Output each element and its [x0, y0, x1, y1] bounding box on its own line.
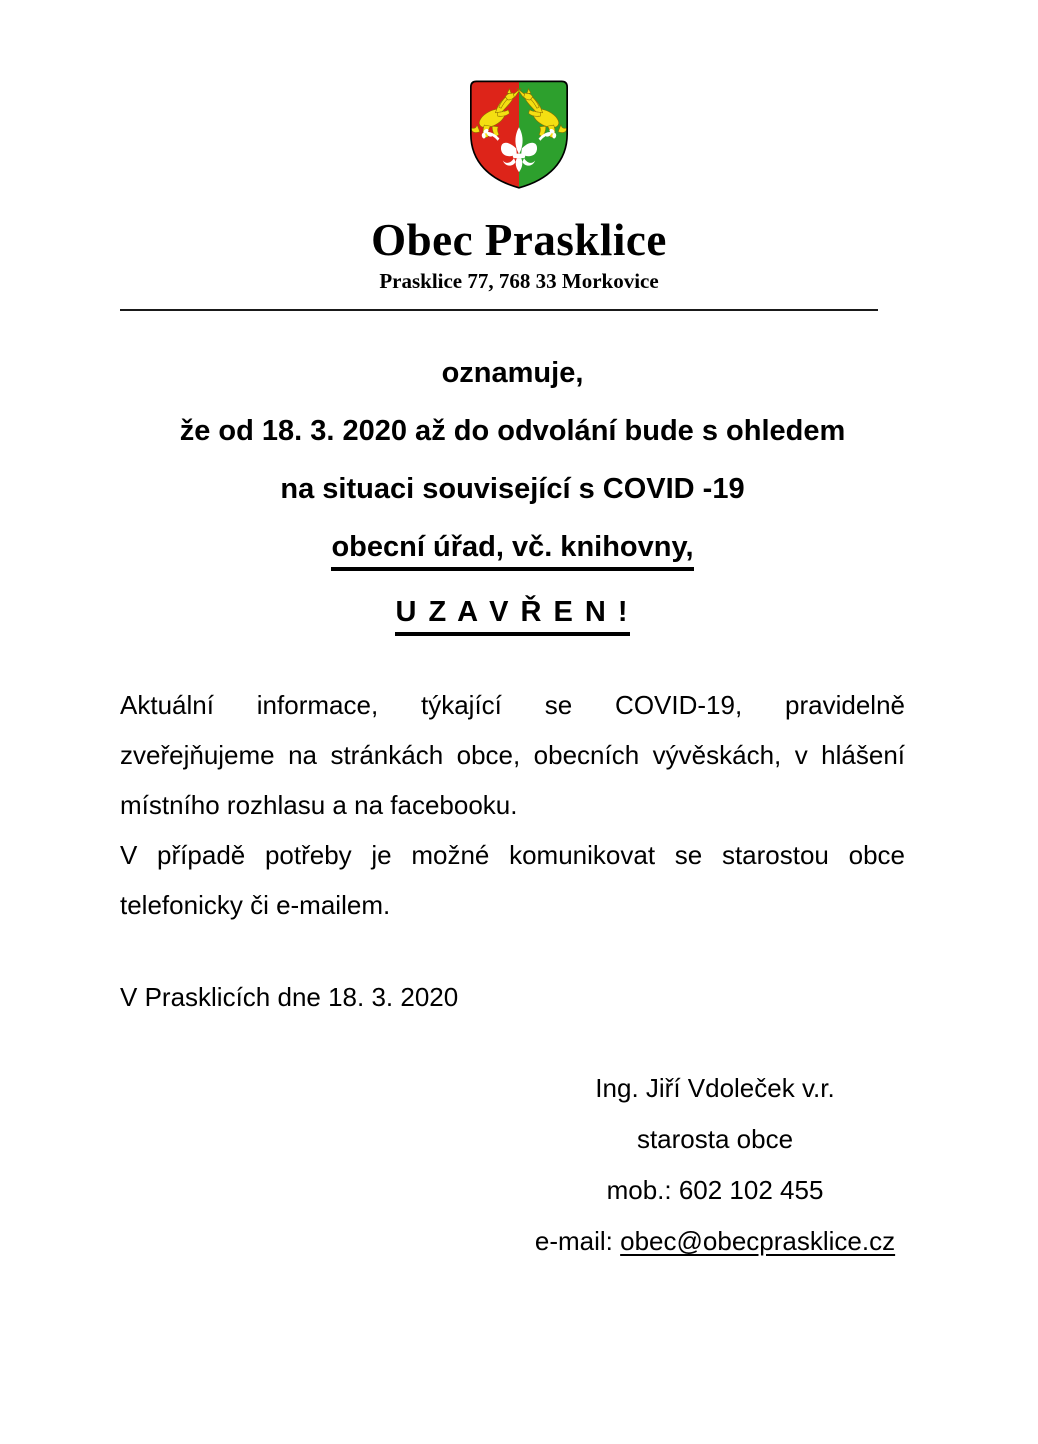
signer-title: starosta obce: [636, 1124, 794, 1155]
p1-line-3: místního rozhlasu a na facebooku.: [120, 790, 518, 821]
letterhead: [0, 0, 1038, 294]
p2-line-2: telefonicky či e-mailem.: [120, 890, 391, 921]
signer-email-line: [415, 1216, 1015, 1267]
announce-closed-line: U Z A V Ř E N !: [120, 596, 905, 636]
org-address: Prasklice 77, 768 33 Morkovice: [379, 269, 659, 294]
signer-name: Ing. Jiří Vdoleček v.r.: [595, 1073, 835, 1104]
paragraph-1: [120, 680, 905, 830]
email-link[interactable]: obec@obecprasklice.cz: [620, 1226, 896, 1257]
announcement-heading: [120, 357, 905, 636]
dateline: V Prasklicích dne 18. 3. 2020: [120, 982, 459, 1013]
header-divider: [120, 309, 878, 311]
municipal-coat-of-arms-icon: [462, 78, 576, 190]
signer-phone: mob.: 602 102 455: [606, 1175, 824, 1206]
email-label: e-mail:: [534, 1226, 621, 1257]
paragraph-2: [120, 830, 905, 930]
p1-line-1: Aktuální informace, týkající se COVID-19, pravidelně: [120, 690, 905, 721]
announce-intro: oznamuje,: [441, 357, 584, 390]
p1-line-2: zveřejňujeme na stránkách obce, obecních vývěskách, v hlášení: [120, 740, 905, 771]
p2-line-1: V případě potřeby je možné komunikovat se starostou obce: [120, 840, 905, 871]
announce-line-1: že od 18. 3. 2020 až do odvolání bude s ohledem: [179, 415, 846, 448]
announce-line-2: na situaci související s COVID -19: [280, 473, 745, 506]
announce-underlined-line: obecní úřad, vč. knihovny,: [120, 531, 905, 571]
coat-of-arms-svg: [462, 78, 576, 190]
org-name: Obec Prasklice: [371, 215, 667, 265]
body-text: [120, 680, 905, 930]
signature-block: [415, 1063, 1015, 1267]
